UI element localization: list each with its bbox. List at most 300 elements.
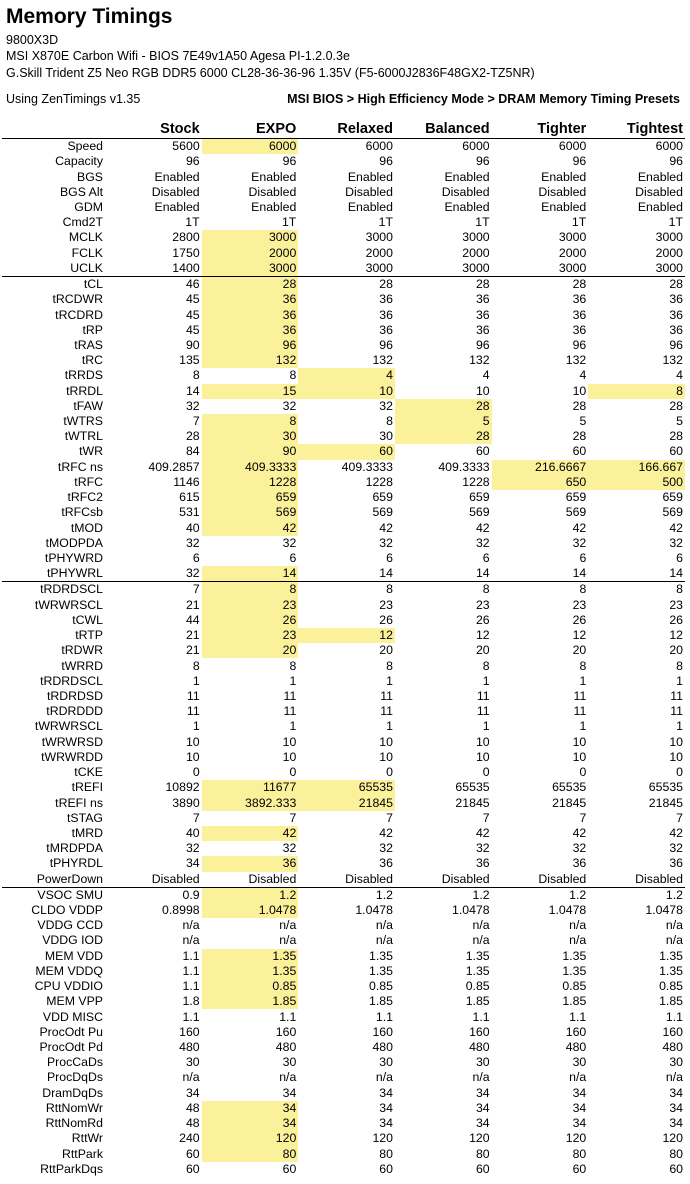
cell-tightest: 1.35: [659, 963, 683, 978]
table-row: [2, 566, 685, 582]
cell-tightest: 80: [669, 1146, 683, 1161]
cell-expo: 30: [202, 429, 299, 444]
cell-parameter: RttNomWr: [45, 1100, 103, 1115]
cell-parameter: tCL: [2, 276, 105, 292]
cell-stock: n/a: [182, 918, 200, 933]
cell-stock: 14: [185, 383, 200, 398]
cell-relaxed: n/a: [375, 918, 393, 933]
cell-expo: 1.0478: [202, 903, 299, 918]
cell-parameter: tCWL: [72, 612, 103, 627]
cell-tightest: 14: [669, 566, 683, 581]
cell-tightest: 60: [669, 1161, 683, 1176]
cell-tighter: 0.85: [562, 979, 587, 994]
cell-parameter: VDD MISC: [42, 1009, 103, 1024]
cell-relaxed: 36: [379, 292, 393, 307]
table-row: [2, 1009, 685, 1024]
table-row: [2, 276, 685, 292]
cell-tighter: 42: [572, 520, 587, 535]
cell-relaxed: 6: [386, 551, 393, 566]
table-row: [2, 750, 685, 765]
cell-stock: 11: [186, 704, 200, 719]
cell-tighter: 32: [572, 535, 587, 550]
cell-balanced: 28: [395, 399, 492, 414]
cell-expo: 8: [289, 368, 297, 383]
cell-relaxed: 1: [386, 719, 393, 734]
cell-tightest: 96: [669, 337, 683, 352]
cell-balanced: 10: [475, 734, 490, 749]
table-row: [2, 169, 685, 184]
table-row: [2, 598, 685, 613]
cell-parameter: tPHYRDL: [49, 856, 103, 871]
cell-stock: 7: [105, 582, 202, 598]
table-row: [2, 765, 685, 780]
cell-stock: n/a: [182, 933, 200, 948]
cell-tightest: 659: [662, 490, 683, 505]
cell-tightest: 42: [669, 520, 683, 535]
cell-tightest: 8: [588, 582, 685, 598]
table-row: [2, 490, 685, 505]
cell-relaxed: 160: [372, 1024, 393, 1039]
cell-expo: 11: [283, 688, 297, 703]
cell-tightest: 36: [669, 292, 683, 307]
cell-expo: Disabled: [248, 871, 297, 886]
cell-relaxed: Disabled: [345, 871, 393, 886]
cell-tightest: 34: [669, 1085, 683, 1100]
cell-expo: 32: [282, 535, 297, 550]
cell-tightest: 4: [676, 368, 683, 383]
cell-relaxed: 65535: [298, 780, 395, 795]
table-row: [2, 307, 685, 322]
cell-stock: 1.1: [182, 1009, 200, 1024]
cell-tightest: 0: [676, 765, 683, 780]
cell-tighter: 32: [572, 841, 587, 856]
cell-tightest: 5: [676, 414, 683, 429]
cell-tightest: n/a: [665, 933, 683, 948]
cell-tighter: 12: [572, 628, 587, 643]
cell-tightest: 30: [669, 1055, 683, 1070]
cell-parameter: MEM VDDQ: [35, 963, 103, 978]
cell-parameter: MEM VDD: [44, 948, 103, 963]
cell-stock: 44: [185, 612, 200, 627]
cell-expo: 3892.333: [202, 795, 299, 810]
cell-stock: 240: [179, 1131, 200, 1146]
cell-expo: 1.35: [202, 949, 299, 964]
cell-tightest: 1: [676, 673, 683, 688]
cell-parameter: tMRDPDA: [46, 841, 103, 856]
table-row: [2, 949, 685, 964]
cell-stock: Disabled: [151, 184, 200, 199]
cell-balanced: 1: [482, 719, 490, 734]
cell-relaxed: 6000: [298, 139, 395, 155]
table-row: [2, 795, 685, 810]
cell-parameter: ProcDqDs: [46, 1070, 103, 1085]
cell-relaxed: 34: [379, 1100, 393, 1115]
cell-tighter: 34: [572, 1085, 587, 1100]
cell-parameter: ProcCaDs: [46, 1055, 103, 1070]
cell-tightest: 1.1: [665, 1009, 683, 1024]
table-row: [2, 735, 685, 750]
cell-stock: 7: [192, 414, 200, 429]
table-row: [2, 1070, 685, 1085]
cell-expo: 32: [282, 841, 297, 856]
cell-tighter: 160: [565, 1024, 587, 1039]
cell-parameter: Speed: [2, 139, 105, 155]
cell-expo: 480: [275, 1040, 297, 1055]
cell-balanced: 8: [395, 582, 492, 598]
cell-expo: 32: [282, 398, 297, 413]
cell-stock: 8: [192, 658, 200, 673]
cell-tighter: 3000: [558, 230, 587, 245]
cell-tighter: Enabled: [541, 169, 587, 184]
cell-relaxed: 21845: [298, 795, 395, 810]
cell-stock: 40: [185, 520, 200, 535]
table-row: [2, 826, 685, 841]
cell-expo: 160: [275, 1024, 297, 1039]
cell-stock: 2800: [172, 230, 200, 245]
cell-expo: 3000: [202, 230, 299, 245]
cell-balanced: 28: [395, 276, 492, 292]
cell-stock: 10892: [165, 780, 200, 795]
cell-tighter: 569: [565, 505, 587, 520]
cell-tightest: 1.0478: [645, 903, 683, 918]
cell-tightest: 160: [662, 1024, 683, 1039]
cell-stock: 48: [185, 1116, 200, 1131]
cell-tightest: 3000: [655, 230, 683, 245]
cell-relaxed: 1: [386, 673, 393, 688]
cell-expo: 34: [202, 1116, 299, 1131]
cell-stock: 0.8998: [162, 903, 200, 918]
cell-stock: Enabled: [154, 199, 200, 214]
cell-tighter: Enabled: [541, 199, 587, 214]
cell-stock: 615: [179, 490, 200, 505]
cell-tightest: 120: [662, 1131, 683, 1146]
cell-tighter: 1.35: [562, 963, 587, 978]
table-row: [2, 933, 685, 948]
cell-tighter: 216.6667: [492, 460, 589, 475]
cell-relaxed: 0.85: [369, 979, 393, 994]
cell-stock: 480: [179, 1040, 200, 1055]
cell-expo: 42: [202, 826, 299, 841]
cell-balanced: 3000: [462, 260, 490, 275]
table-row: [2, 1116, 685, 1131]
table-row: [2, 719, 685, 734]
cell-tightest: Enabled: [637, 169, 683, 184]
cell-tightest: 1: [676, 719, 683, 734]
table-row: [2, 246, 685, 261]
cell-tighter: 80: [572, 1146, 587, 1161]
cell-balanced: 1.85: [465, 994, 490, 1009]
table-row: [2, 536, 685, 551]
cell-tightest: 6000: [588, 139, 685, 155]
cell-relaxed: 96: [379, 337, 393, 352]
cell-tighter: 23: [572, 597, 587, 612]
cell-tightest: 480: [662, 1040, 683, 1055]
cell-tightest: 12: [669, 628, 683, 643]
cell-relaxed: 42: [379, 520, 393, 535]
cell-tightest: 8: [676, 658, 683, 673]
cell-parameter: tREFI: [71, 780, 103, 795]
cell-balanced: 36: [475, 322, 490, 337]
cell-expo: 409.3333: [202, 460, 299, 475]
table-row: [2, 460, 685, 475]
cell-stock: n/a: [182, 1070, 200, 1085]
cell-tightest: 28: [669, 429, 683, 444]
cell-tightest: 42: [669, 825, 683, 840]
cell-relaxed: 480: [372, 1040, 393, 1055]
cell-relaxed: 7: [386, 810, 393, 825]
cell-parameter: tRFC2: [67, 490, 103, 505]
cell-balanced: 7: [482, 810, 490, 825]
cell-stock: 32: [185, 566, 200, 581]
cell-expo: 0: [289, 765, 297, 780]
cell-stock: 1: [192, 673, 200, 688]
cell-parameter: VDDG IOD: [42, 933, 103, 948]
cell-relaxed: 32: [379, 535, 393, 550]
cell-tightest: 60: [669, 444, 683, 459]
cell-stock: 32: [185, 398, 200, 413]
cell-balanced: 21845: [455, 795, 490, 810]
cell-balanced: 65535: [455, 780, 490, 795]
table-row: [2, 353, 685, 368]
cell-tighter: 11: [573, 688, 587, 703]
table-row: [2, 520, 685, 535]
cell-relaxed: 1T: [378, 215, 393, 230]
cell-balanced: n/a: [472, 933, 490, 948]
cell-parameter: tRFC: [74, 474, 103, 489]
cell-expo: 569: [202, 505, 299, 520]
table-row: [2, 780, 685, 795]
cell-tighter: 10: [572, 734, 587, 749]
cell-expo: 8: [202, 414, 299, 429]
cell-stock: 6: [192, 551, 200, 566]
cell-expo: 1.1: [279, 1009, 297, 1024]
cell-expo: 36: [202, 323, 299, 338]
cell-parameter: tSTAG: [67, 810, 103, 825]
cell-balanced: 5: [395, 414, 492, 429]
table-row: [2, 154, 685, 169]
cell-balanced: 96: [475, 154, 490, 169]
cell-relaxed: Enabled: [347, 199, 393, 214]
table-row: [2, 1162, 685, 1177]
cell-relaxed: 20: [379, 643, 393, 658]
cell-parameter: Cmd2T: [62, 215, 103, 230]
cell-expo: 659: [202, 490, 299, 505]
cell-tighter: 5: [579, 414, 587, 429]
column-header-relaxed: Relaxed: [337, 121, 393, 137]
cell-parameter: tPHYWRD: [44, 551, 103, 566]
cell-tighter: 3000: [558, 260, 587, 275]
cell-stock: 40: [185, 825, 200, 840]
cell-tighter: 11: [573, 704, 587, 719]
cell-stock: 32: [185, 535, 200, 550]
cell-balanced: 8: [482, 658, 490, 673]
cell-stock: 1750: [172, 245, 200, 260]
cell-tighter: 8: [579, 658, 587, 673]
cell-stock: 409.2857: [148, 459, 200, 474]
cell-tighter: 20: [572, 643, 587, 658]
cell-stock: 90: [185, 337, 200, 352]
cell-tighter: Disabled: [538, 184, 587, 199]
cell-tightest: n/a: [665, 918, 683, 933]
cell-tighter: 6000: [492, 139, 589, 155]
cell-parameter: tCKE: [74, 765, 103, 780]
cell-stock: 45: [185, 322, 200, 337]
cell-stock: 531: [179, 505, 200, 520]
cell-stock: Enabled: [154, 169, 200, 184]
cell-balanced: 1T: [475, 215, 490, 230]
cell-balanced: 96: [475, 337, 490, 352]
cell-balanced: 132: [469, 353, 490, 368]
table-row: [2, 384, 685, 399]
cell-parameter: tFAW: [73, 398, 103, 413]
cell-relaxed: 30: [379, 429, 393, 444]
cell-tighter: 10: [572, 383, 587, 398]
cell-stock: 96: [185, 154, 200, 169]
cell-balanced: 3000: [462, 230, 490, 245]
cell-expo: 34: [202, 1101, 299, 1116]
cell-expo: 96: [202, 338, 299, 353]
cell-relaxed: n/a: [375, 1070, 393, 1085]
cell-stock: 1.8: [182, 994, 200, 1009]
table-row: [2, 704, 685, 719]
cell-tighter: 14: [572, 566, 587, 581]
cell-expo: 1T: [281, 215, 297, 230]
table-row: [2, 429, 685, 444]
cell-expo: n/a: [279, 1070, 297, 1085]
cell-balanced: 6000: [395, 139, 492, 155]
cell-balanced: 6: [482, 551, 490, 566]
cell-balanced: 1: [482, 673, 490, 688]
cell-balanced: 80: [475, 1146, 490, 1161]
cell-expo: 1.2: [202, 887, 299, 903]
cell-expo: Enabled: [251, 199, 297, 214]
column-header-tighter: Tighter: [537, 121, 587, 137]
cell-parameter: CPU VDDIO: [34, 979, 103, 994]
cell-tighter: 1.2: [492, 887, 589, 903]
cell-balanced: 160: [469, 1024, 490, 1039]
cell-tighter: 1: [579, 719, 587, 734]
bios-path-label: MSI BIOS > High Efficiency Mode > DRAM Memory Timing Presets: [287, 92, 680, 106]
cell-tighter: 26: [572, 612, 587, 627]
table-row: [2, 414, 685, 429]
table-row: [2, 689, 685, 704]
table-row: [2, 1086, 685, 1101]
cell-tighter: 1.0478: [548, 903, 587, 918]
cell-expo: 60: [282, 1161, 297, 1176]
cell-tighter: 1: [579, 673, 587, 688]
cell-parameter: tRTP: [75, 628, 103, 643]
cell-tighter: 120: [565, 1131, 587, 1146]
cell-stock: 46: [105, 276, 202, 292]
cell-stock: 3890: [172, 795, 200, 810]
table-row: [2, 643, 685, 658]
cell-tighter: 65535: [552, 780, 587, 795]
cell-parameter: tRDWR: [61, 643, 103, 658]
cpu-label: 9800X3D: [6, 33, 59, 47]
cell-stock: Disabled: [151, 871, 200, 886]
cell-tightest: 20: [669, 643, 683, 658]
cell-parameter: tPHYWRL: [46, 566, 103, 581]
cell-parameter: ProcOdt Pd: [39, 1040, 103, 1055]
cell-balanced: 1.35: [465, 963, 490, 978]
cell-expo: 8: [202, 582, 299, 598]
cell-stock: 84: [185, 444, 200, 459]
cell-stock: 5600: [105, 139, 202, 155]
cell-tightest: 132: [662, 353, 683, 368]
cell-tightest: 21845: [648, 795, 683, 810]
cell-stock: 8: [192, 368, 200, 383]
cell-parameter: tWTRS: [63, 414, 103, 429]
cell-parameter: BGS Alt: [59, 184, 103, 199]
cell-balanced: 14: [475, 566, 490, 581]
cell-tighter: 1.85: [562, 994, 587, 1009]
tool-label: Using ZenTimings v1.35: [6, 92, 141, 106]
cell-balanced: Disabled: [441, 184, 490, 199]
table-row: [2, 994, 685, 1009]
cell-relaxed: 60: [379, 1161, 393, 1176]
cell-parameter: VSOC SMU: [2, 887, 105, 903]
cell-stock: 1.1: [182, 979, 200, 994]
cell-expo: Enabled: [251, 169, 297, 184]
cell-tighter: 36: [572, 322, 587, 337]
cell-tighter: 28: [572, 398, 587, 413]
cell-parameter: RttPark: [62, 1146, 103, 1161]
cell-parameter: tRFCsb: [61, 505, 103, 520]
cell-parameter: tRDRDSD: [46, 688, 103, 703]
cell-stock: 0.9: [105, 887, 202, 903]
cell-parameter: tWRWRDD: [41, 749, 103, 764]
cell-tightest: 10: [669, 734, 683, 749]
cell-tighter: 36: [572, 307, 587, 322]
cell-expo: 11677: [202, 780, 299, 795]
cell-tighter: Disabled: [538, 871, 587, 886]
cell-tighter: 650: [492, 475, 589, 490]
cell-expo: 2000: [202, 246, 299, 261]
page-title: Memory Timings: [6, 5, 173, 28]
cell-tighter: 34: [572, 1100, 587, 1115]
cell-balanced: 26: [475, 612, 490, 627]
cell-expo: 11: [283, 704, 297, 719]
timings-table: [2, 116, 685, 1177]
cell-relaxed: 14: [379, 566, 393, 581]
cell-relaxed: 34: [379, 1116, 393, 1131]
table-row: [2, 338, 685, 353]
cell-relaxed: 2000: [365, 245, 393, 260]
cell-tighter: 34: [572, 1116, 587, 1131]
cell-relaxed: 1.35: [369, 963, 393, 978]
cell-parameter: tWTRL: [64, 429, 103, 444]
cell-balanced: 23: [475, 597, 490, 612]
cell-tightest: 1T: [668, 215, 683, 230]
cell-stock: 1: [192, 719, 200, 734]
cell-expo: 6000: [202, 139, 299, 155]
cell-balanced: 60: [475, 444, 490, 459]
table-row: [2, 551, 685, 566]
cell-balanced: 409.3333: [438, 459, 490, 474]
cell-balanced: 30: [475, 1055, 490, 1070]
table-row: [2, 323, 685, 338]
cell-parameter: Capacity: [55, 154, 103, 169]
cell-expo: n/a: [279, 918, 297, 933]
table-row: [2, 139, 685, 155]
cell-expo: 3000: [202, 261, 299, 277]
cell-parameter: GDM: [74, 199, 103, 214]
cell-relaxed: 34: [379, 1085, 393, 1100]
cell-balanced: 12: [475, 628, 490, 643]
cell-tighter: 21845: [552, 795, 587, 810]
cell-tightest: Disabled: [635, 871, 683, 886]
cell-tightest: n/a: [665, 1070, 683, 1085]
